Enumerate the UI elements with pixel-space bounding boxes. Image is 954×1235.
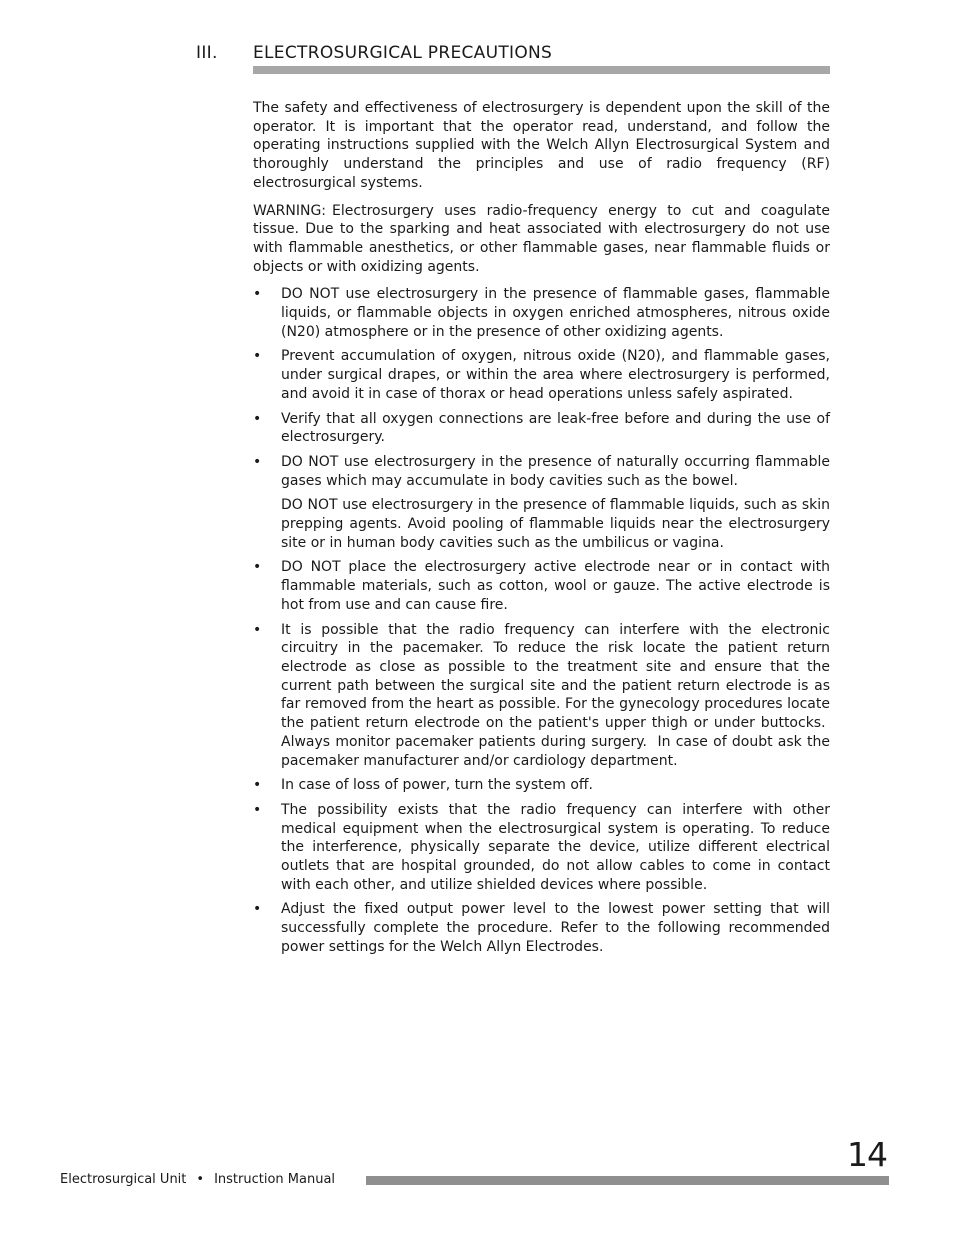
list-item-text: Prevent accumulation of oxygen, nitrous oxide (N20), and flammable gases, under surgical drapes, or within the area where electrosurgery is performed, and avoid it in case of thorax or head operations unless safely aspirated. — [281, 348, 830, 402]
list-item-text: DO NOT place the electrosurgery active electrode near or in contact with flammable materials, such as cotton, wool or gauze. The active electrode is hot from use and can cause fire. — [281, 559, 830, 613]
footer-separator: • — [196, 1172, 205, 1187]
bullet-icon: • — [253, 901, 262, 918]
warning-text: Electrosurgery uses radio-frequency energy to cut and coagulate tissue. Due to the sparking and heat associated with electrosurgery do not use with flammable anesthetics, or other flammable gases, near flammable fluids or objects or with oxidizing agents. — [253, 202, 830, 275]
list-item — [253, 776, 830, 795]
list-item — [253, 347, 830, 403]
bullet-icon: • — [253, 621, 262, 638]
intro-paragraph: The safety and effectiveness of electrosurgery is dependent upon the skill of the operator. It is important that the operator read, understand, and follow the operating instructions supplied with the Welch Allyn Electrosurgical System and thoroughly understand the principles and use of radio frequency (RF) electrosurgical systems. — [253, 100, 830, 191]
pacemaker-emphasis: Always monitor pacemaker patients during surgery. — [281, 733, 647, 750]
list-item-text: The possibility exists that the radio frequency can interfere with other medical equipment when the electrosurgical system is operating. To reduce the interference, physically separate the device, utilize different electrical outlets that are hospital grounded, do not allow cables to come in contact with each other, and utilize shielded devices where possible. — [281, 801, 830, 893]
list-item — [253, 558, 830, 614]
bullet-icon: • — [253, 777, 262, 794]
bullet-icon: • — [253, 348, 262, 365]
bullet-icon: • — [253, 286, 262, 303]
list-item-text: DO NOT use electrosurgery in the presence of naturally occurring flammable gases which may accumulate in body cavities such as the bowel. — [281, 453, 830, 489]
list-item — [253, 453, 830, 553]
list-item-text-after: In case of doubt ask the pacemaker manufacturer and/or cardiology department. — [281, 733, 831, 769]
body-content — [253, 99, 830, 963]
list-item-text: Verify that all oxygen connections are leak-free before and during the use of electrosurgery. — [281, 410, 830, 446]
bullet-icon: • — [253, 410, 262, 427]
list-item — [253, 410, 830, 447]
bullet-icon: • — [253, 559, 262, 576]
list-item — [253, 801, 830, 895]
section-number: III. — [196, 43, 218, 63]
list-item — [253, 621, 830, 771]
list-item-text: It is possible that the radio frequency can interfere with the electronic circuitry in the pacemaker. To reduce the risk locate the patient return electrode as close as possible to the treatment site and ensure that the current path between the surgical site and the patient return electrode is as far removed from the heart as possible. For the gynecology procedures locate the patient return electrode on the patient's upper thigh or under buttocks. — [281, 621, 830, 732]
footer-document: Instruction Manual — [214, 1172, 336, 1187]
warning-label: WARNING: — [253, 202, 327, 219]
bullet-icon: • — [253, 453, 262, 470]
page-number: 14 — [847, 1135, 887, 1174]
list-item-text: Adjust the fixed output power level to the lowest power setting that will successfully complete the procedure. Refer to the following recommended power settings for the Welch Allyn Electrodes. — [281, 901, 830, 955]
list-item — [253, 285, 830, 341]
bullet-icon: • — [253, 801, 262, 818]
section-divider — [253, 66, 830, 74]
footer-product: Electrosurgical Unit — [60, 1172, 187, 1187]
section-title: ELECTROSURGICAL PRECAUTIONS — [253, 43, 553, 63]
footer-divider — [366, 1176, 889, 1185]
list-item-text: In case of loss of power, turn the system off. — [281, 777, 593, 794]
list-item — [253, 900, 830, 956]
list-item-subparagraph: DO NOT use electrosurgery in the presence of flammable liquids, such as skin prepping agents. Avoid pooling of flammable liquids near the electrosurgery site or in human body cavities such as the umbilicus or vagina. — [281, 497, 830, 551]
precaution-list — [253, 285, 830, 956]
warning-paragraph — [253, 202, 830, 277]
list-item-text: DO NOT use electrosurgery in the presence of flammable gases, flammable liquids, or flammable objects in oxygen enriched atmospheres, nitrous oxide (N20) atmosphere or in the presence of other oxidizing agents. — [281, 286, 830, 340]
footer — [60, 1172, 335, 1187]
